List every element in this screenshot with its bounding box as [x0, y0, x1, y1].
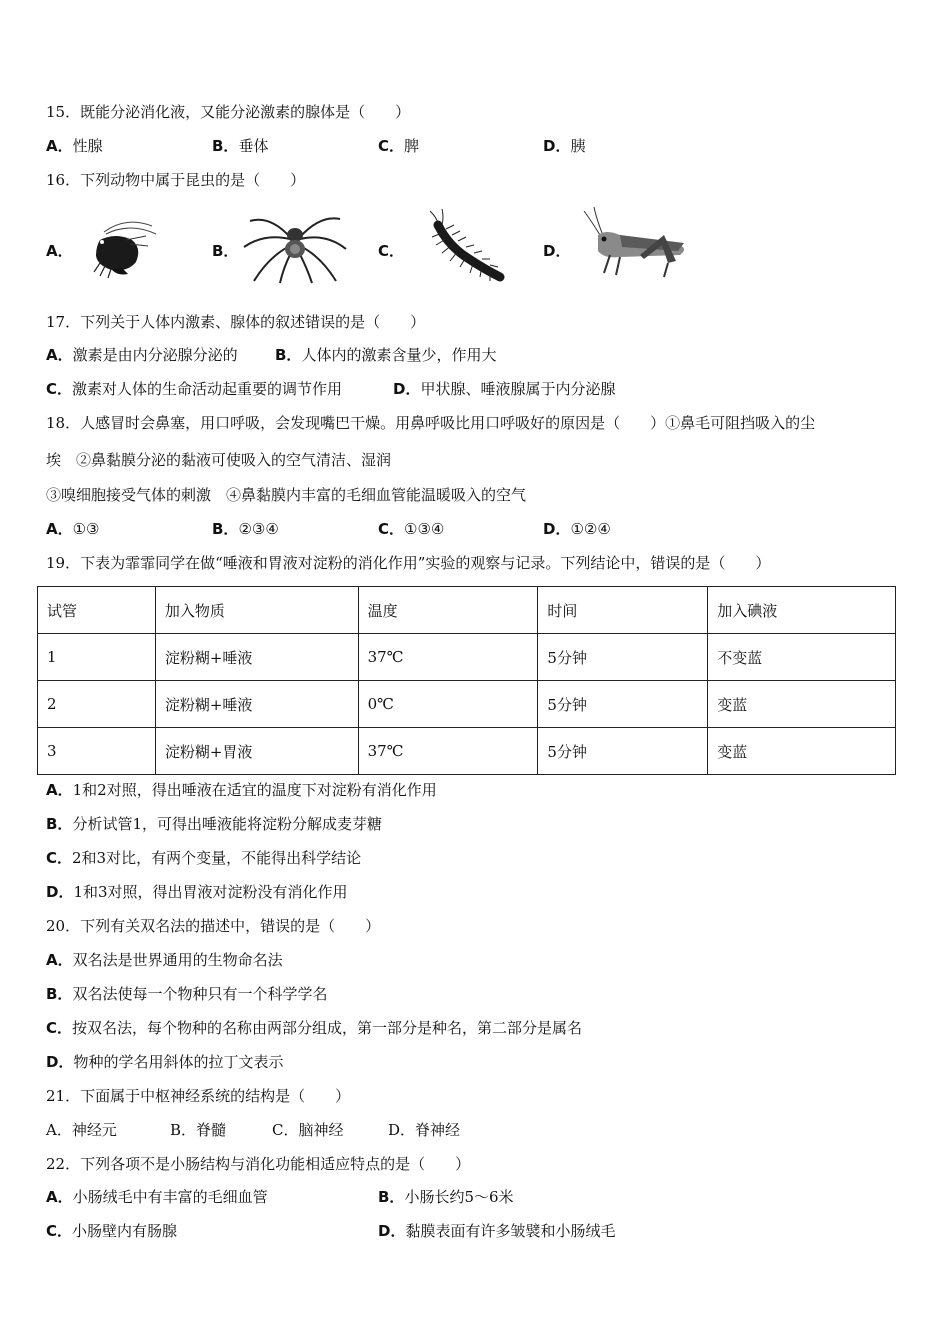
q20-option-a: A．双名法是世界通用的生物命名法 — [46, 951, 283, 969]
q17-option-d: D．甲状腺、唾液腺属于内分泌腺 — [393, 380, 616, 398]
q15-option-a: A．性腺 — [46, 137, 103, 155]
q19-option-c: C．2和3对比，有两个变量，不能得出科学结论 — [46, 849, 362, 867]
q19-option-a: A．1和2对照，得出唾液在适宜的温度下对淀粉有消化作用 — [46, 781, 437, 799]
q18-option-a: A．①③ — [46, 520, 100, 538]
q20-option-b: B．双名法使每一个物种只有一个科学学名 — [46, 985, 328, 1003]
table-cell: 变蓝 — [708, 728, 896, 775]
q16-stem: 16．下列动物中属于昆虫的是（ ） — [46, 171, 306, 189]
grasshopper-icon — [580, 205, 695, 285]
table-cell: 0℃ — [358, 681, 538, 728]
table-header-row — [38, 587, 896, 634]
shrimp-icon — [86, 210, 166, 280]
q17-option-a: A．激素是由内分泌腺分泌的 — [46, 346, 238, 364]
centipede-icon — [404, 205, 514, 285]
q15-option-b: B．垂体 — [212, 137, 269, 155]
table-header-cell: 温度 — [358, 587, 538, 634]
q18-stem: 18．人感冒时会鼻塞，用口呼吸，会发现嘴巴干燥。用鼻呼吸比用口呼吸好的原因是（ ）①鼻毛可阻挡吸入的尘 — [46, 414, 816, 432]
experiment-table — [37, 586, 896, 775]
table-cell: 5分钟 — [538, 634, 708, 681]
table-row — [38, 728, 896, 775]
table-cell: 1 — [38, 634, 156, 681]
q16-option-d-label: D． — [543, 242, 571, 260]
q18-option-d: D．①②④ — [543, 520, 611, 538]
q18-stem-line3: ③嗅细胞接受气体的刺激 ④鼻黏膜内丰富的毛细血管能温暖吸入的空气 — [46, 486, 527, 504]
q15-stem: 15．既能分泌消化液，又能分泌激素的腺体是（ ） — [46, 103, 411, 121]
table-cell: 淀粉糊+唾液 — [155, 681, 358, 728]
q22-option-c: C．小肠壁内有肠腺 — [46, 1222, 178, 1240]
q21-option-c: C．脑神经 — [272, 1121, 344, 1139]
q22-stem: 22．下列各项不是小肠结构与消化功能相适应特点的是（ ） — [46, 1155, 471, 1173]
q18-stem-line2: 埃 ②鼻黏膜分泌的黏液可使吸入的空气清洁、湿润 — [46, 451, 392, 469]
q17-option-c: C．激素对人体的生命活动起重要的调节作用 — [46, 380, 343, 398]
q20-stem: 20．下列有关双名法的描述中，错误的是（ ） — [46, 917, 381, 935]
q22-option-a: A．小肠绒毛中有丰富的毛细血管 — [46, 1188, 268, 1206]
table-cell: 不变蓝 — [708, 634, 896, 681]
q15-option-c: C．脾 — [378, 137, 420, 155]
table-row — [38, 681, 896, 728]
q17-stem: 17．下列关于人体内激素、腺体的叙述错误的是（ ） — [46, 313, 426, 331]
spider-icon — [240, 205, 350, 285]
table-cell: 2 — [38, 681, 156, 728]
q18-option-c: C．①③④ — [378, 520, 445, 538]
q22-option-b: B．小肠长约5～6米 — [378, 1188, 514, 1206]
table-cell: 变蓝 — [708, 681, 896, 728]
table-row — [38, 634, 896, 681]
q16-option-b-label: B． — [212, 242, 239, 260]
table-header-cell: 加入碘液 — [708, 587, 896, 634]
q19-stem: 19．下表为霏霏同学在做“唾液和胃液对淀粉的消化作用”实验的观察与记录。下列结论中，错误的是（ ） — [46, 554, 771, 572]
q21-stem: 21．下面属于中枢神经系统的结构是（ ） — [46, 1087, 351, 1105]
q16-option-a-label: A． — [46, 242, 73, 260]
q15-option-d: D．胰 — [543, 137, 586, 155]
q18-option-b: B．②③④ — [212, 520, 279, 538]
q19-option-d: D．1和3对照，得出胃液对淀粉没有消化作用 — [46, 883, 348, 901]
table-cell: 37℃ — [358, 634, 538, 681]
table-cell: 淀粉糊+唾液 — [155, 634, 358, 681]
q22-option-d: D．黏膜表面有许多皱襞和小肠绒毛 — [378, 1222, 616, 1240]
table-cell: 3 — [38, 728, 156, 775]
q21-option-b: B．脊髓 — [170, 1121, 227, 1139]
table-cell: 5分钟 — [538, 728, 708, 775]
table-header-cell: 加入物质 — [155, 587, 358, 634]
q21-option-d: D．脊神经 — [388, 1121, 461, 1139]
table-cell: 5分钟 — [538, 681, 708, 728]
q16-option-c-label: C． — [378, 242, 405, 260]
q20-option-c: C．按双名法，每个物种的名称由两部分组成，第一部分是种名，第二部分是属名 — [46, 1019, 583, 1037]
table-header-cell: 时间 — [538, 587, 708, 634]
table-header-cell: 试管 — [38, 587, 156, 634]
q21-option-a: A．神经元 — [46, 1121, 117, 1139]
q19-option-b: B．分析试管1，可得出唾液能将淀粉分解成麦芽糖 — [46, 815, 382, 833]
q17-option-b: B．人体内的激素含量少，作用大 — [275, 346, 497, 364]
table-cell: 淀粉糊+胃液 — [155, 728, 358, 775]
table-cell: 37℃ — [358, 728, 538, 775]
q20-option-d: D．物种的学名用斜体的拉丁文表示 — [46, 1053, 284, 1071]
